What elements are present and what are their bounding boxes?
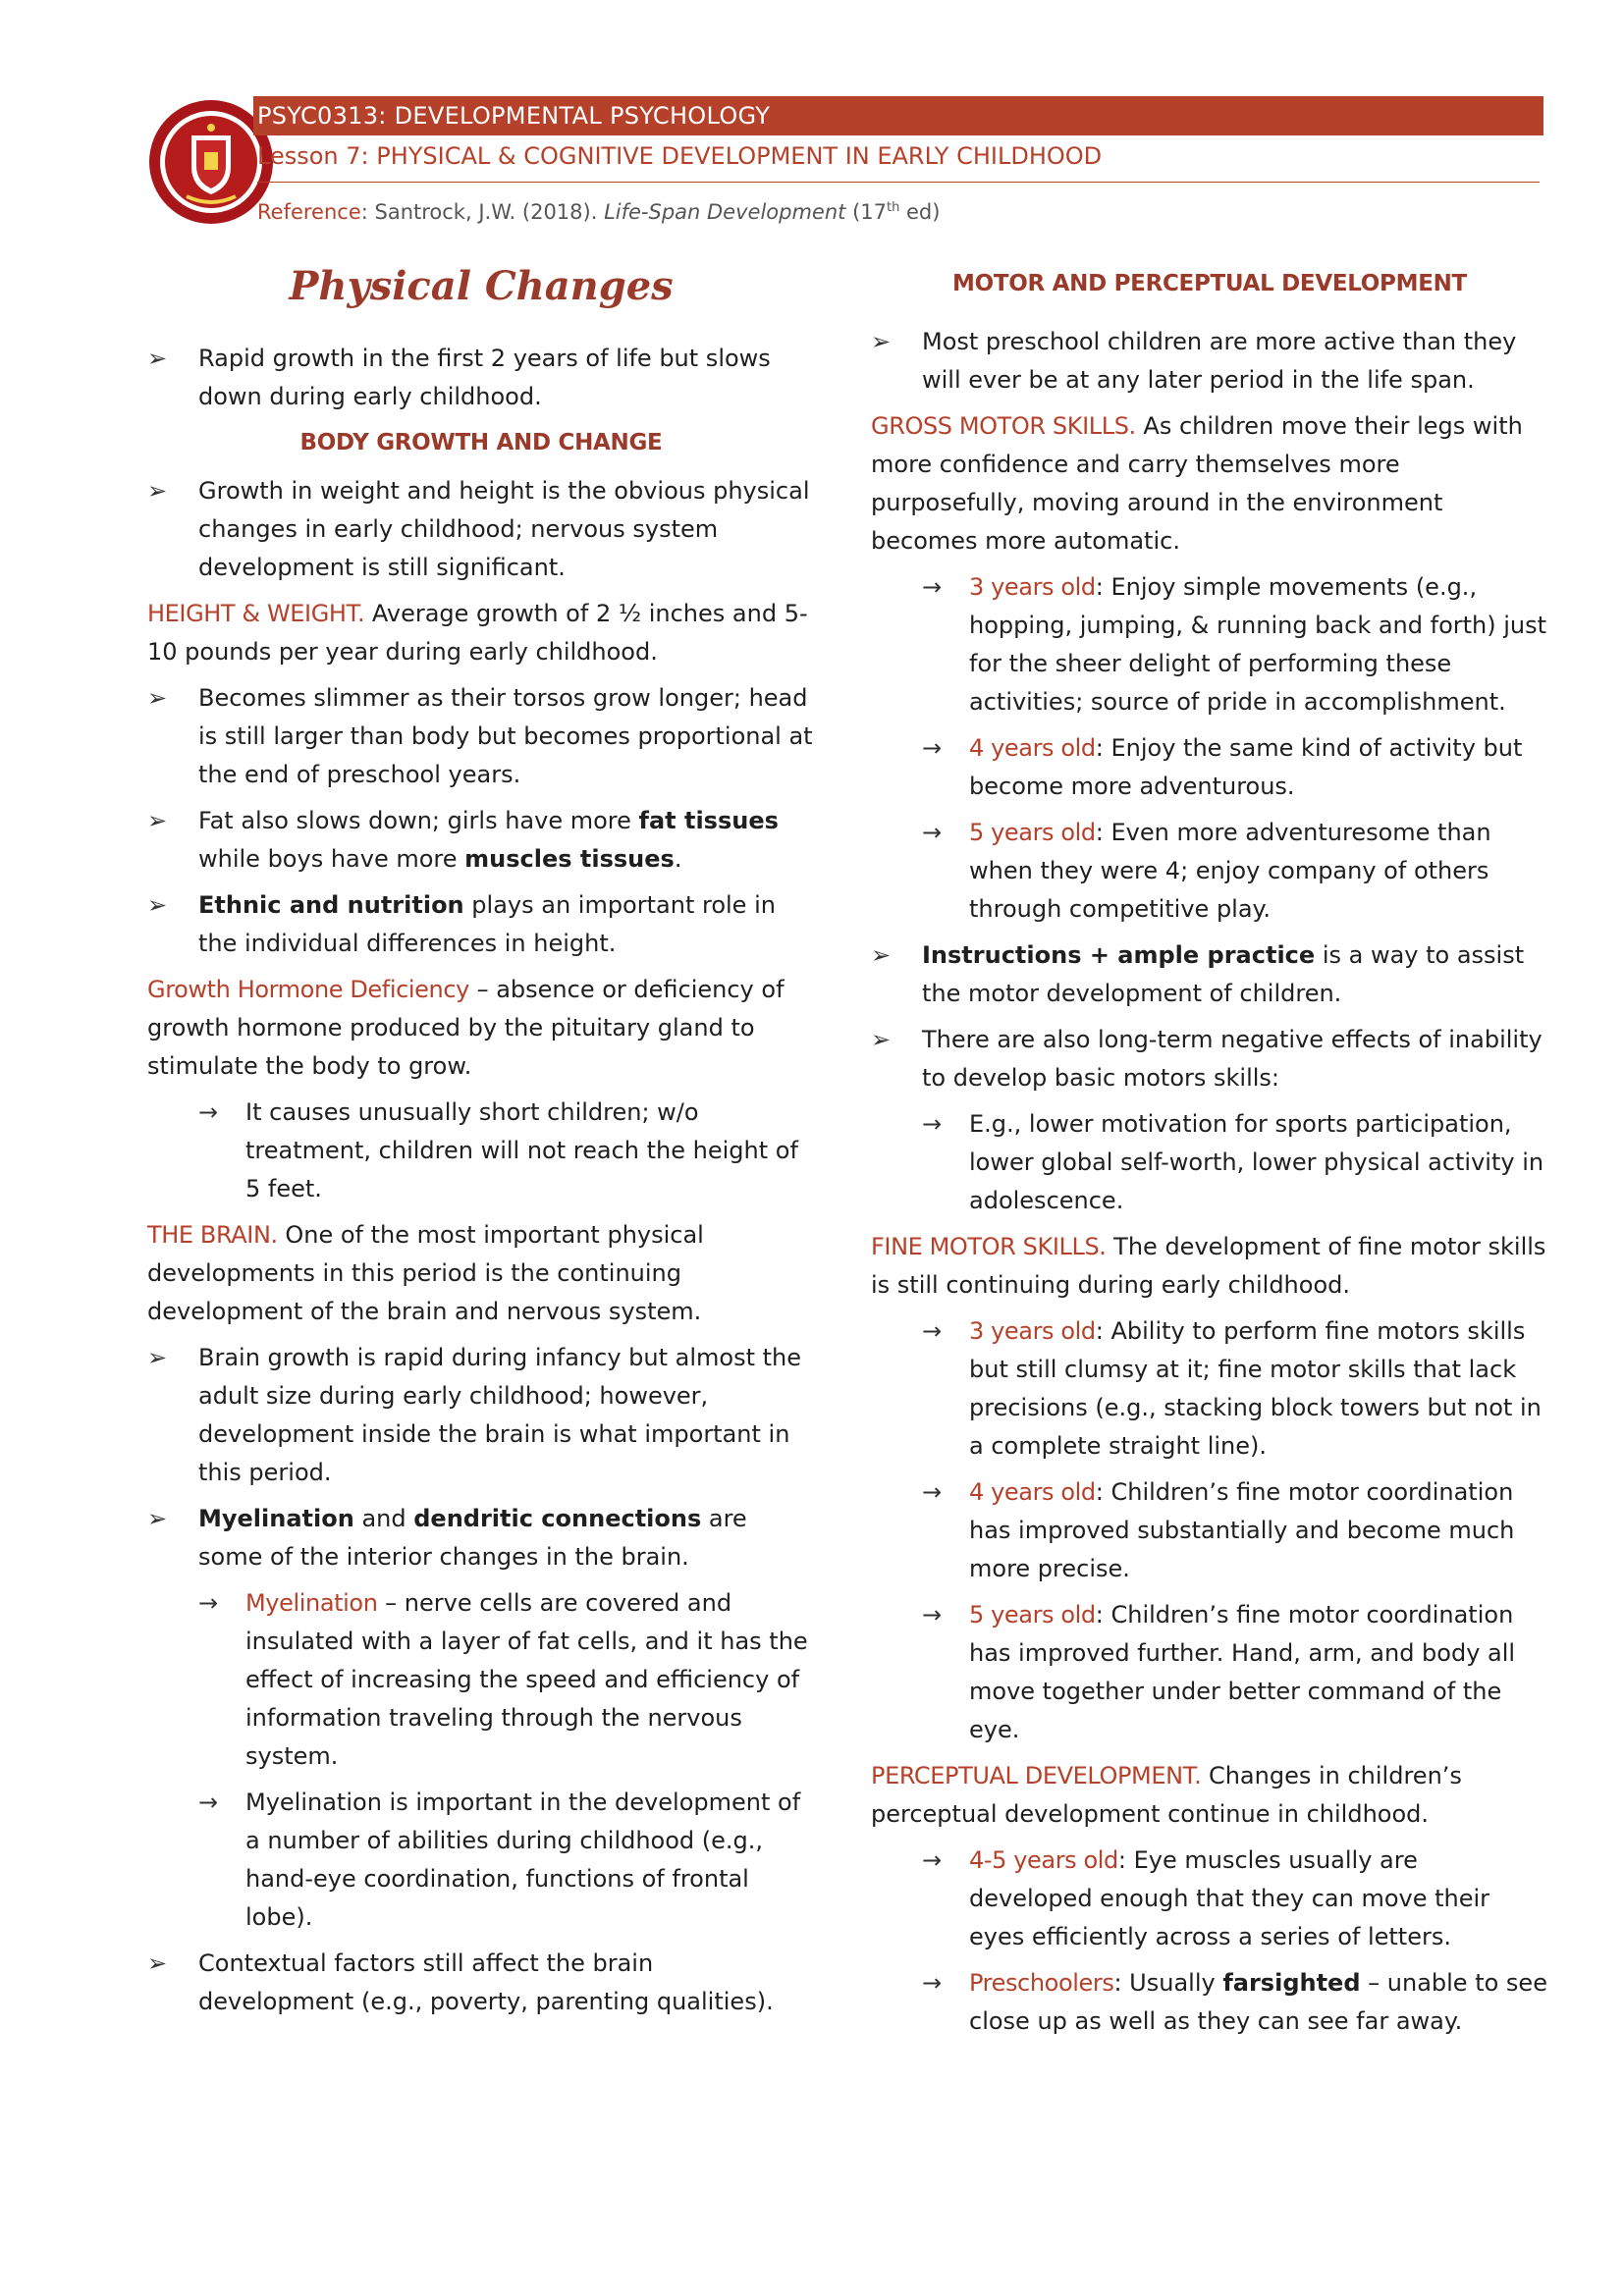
right-arrow-icon: →	[198, 1589, 219, 1617]
reference-edition-sup: th	[886, 200, 900, 215]
bullet-arrowhead-icon: ➢	[871, 328, 892, 355]
bullet-arrowhead-icon: ➢	[871, 941, 892, 969]
reference-book-title: Life-Span Development	[604, 200, 846, 224]
bullet-item: ➢ Instructions + ample practice is a way to assist the motor development of children.	[871, 936, 1548, 1013]
right-arrow-icon: →	[922, 819, 943, 846]
right-arrow-icon: →	[922, 1317, 943, 1345]
section-title-motor-perceptual: MOTOR AND PERCEPTUAL DEVELOPMENT	[952, 271, 1467, 296]
perceptual-paragraph: PERCEPTUAL DEVELOPMENT. Changes in children’s perceptual development continue in childhood.	[871, 1762, 1462, 1828]
bullet-arrowhead-icon: ➢	[147, 1949, 168, 1977]
right-arrow-icon: →	[922, 1846, 943, 1874]
left-column	[147, 255, 815, 2029]
right-arrow-icon: →	[922, 1478, 943, 1506]
bullet-item: ➢ Most preschool children are more active than they will ever be at any later period in the life span.	[871, 323, 1548, 400]
sub-bullet-item: → 3 years old: Enjoy simple movements (e.g., hopping, jumping, & running back and forth) just for the sheer delight of performing these activities; source of pride in accomplishment.	[871, 568, 1548, 721]
fine-motor-paragraph: FINE MOTOR SKILLS. The development of fine motor skills is still continuing during early childhood.	[871, 1233, 1546, 1299]
physical-changes-title: Physical Changes	[289, 263, 674, 309]
bullet-item: ➢ Myelination and dendritic connections are some of the interior changes in the brain.	[147, 1500, 815, 1576]
bullet-arrowhead-icon: ➢	[147, 807, 168, 834]
right-arrow-icon: →	[922, 734, 943, 762]
reference-text: : Santrock, J.W. (2018).	[360, 200, 605, 224]
bullet-item: ➢ Rapid growth in the first 2 years of life but slows down during early childhood.	[147, 340, 815, 416]
sub-bullet-item: → 4-5 years old: Eye muscles usually are developed enough that they can move their eyes efficiently across a series of letters.	[871, 1842, 1548, 1956]
sub-bullet-item: → Preschoolers: Usually farsighted – unable to see close up as well as they can see far away.	[871, 1964, 1548, 2041]
bullet-item: ➢ Growth in weight and height is the obvious physical changes in early childhood; nervous system development is still significant.	[147, 472, 815, 587]
sub-bullet-item: → Myelination – nerve cells are covered and insulated with a layer of fat cells, and it has the effect of increasing the speed and efficiency of information traveling through the nervous system.	[147, 1584, 815, 1776]
gross-motor-paragraph: GROSS MOTOR SKILLS. As children move their legs with more confidence and carry themselves more purposefully, moving around in the environment becomes more automatic.	[871, 412, 1523, 555]
bullet-arrowhead-icon: ➢	[147, 684, 168, 712]
right-arrow-icon: →	[922, 1110, 943, 1138]
sub-bullet-item: → 3 years old: Ability to perform fine motors skills but still clumsy at it; fine motor skills that lack precisions (e.g., stacking block towers but not in a complete straight line).	[871, 1312, 1548, 1466]
sub-bullet-item: → 5 years old: Children’s fine motor coordination has improved further. Hand, arm, and body all move together under better command of the eye.	[871, 1596, 1548, 1749]
reference-edition: (17	[845, 200, 887, 224]
bullet-item: ➢ Brain growth is rapid during infancy but almost the adult size during early childhood; however, development inside the brain is what important in this period.	[147, 1339, 815, 1492]
right-arrow-icon: →	[922, 1601, 943, 1629]
bullet-item: ➢ There are also long-term negative effects of inability to develop basic motors skills:	[871, 1021, 1548, 1097]
brain-paragraph: THE BRAIN. One of the most important physical developments in this period is the continuing development of the brain and nervous system.	[147, 1221, 704, 1325]
section-title-body-growth: BODY GROWTH AND CHANGE	[299, 430, 663, 455]
lesson-title: Lesson 7: PHYSICAL & COGNITIVE DEVELOPMENT IN EARLY CHILDHOOD	[257, 142, 1540, 183]
bullet-arrowhead-icon: ➢	[871, 1026, 892, 1053]
right-column	[871, 255, 1548, 2049]
right-arrow-icon: →	[198, 1789, 219, 1816]
growth-hormone-paragraph: Growth Hormone Deficiency – absence or deficiency of growth hormone produced by the pituitary gland to stimulate the body to grow.	[147, 976, 785, 1080]
reference-line	[257, 200, 940, 224]
bullet-arrowhead-icon: ➢	[147, 477, 168, 505]
sub-bullet-item: → Myelination is important in the development of a number of abilities during childhood (e.g., hand-eye coordination, functions of frontal lobe).	[147, 1784, 815, 1937]
right-arrow-icon: →	[922, 1969, 943, 1997]
bullet-arrowhead-icon: ➢	[147, 891, 168, 919]
bullet-item: ➢ Contextual factors still affect the brain development (e.g., poverty, parenting qualities).	[147, 1945, 815, 2021]
sub-bullet-item: → E.g., lower motivation for sports participation, lower global self-worth, lower physical activity in adolescence.	[871, 1105, 1548, 1220]
bullet-item: ➢ Becomes slimmer as their torsos grow longer; head is still larger than body but becomes proportional at the end of preschool years.	[147, 679, 815, 794]
reference-edition-end: ed)	[899, 200, 941, 224]
right-arrow-icon: →	[198, 1098, 219, 1126]
reference-label: Reference	[257, 200, 361, 224]
bullet-item: ➢ Ethnic and nutrition plays an important role in the individual differences in height.	[147, 886, 815, 963]
sub-bullet-item: → 5 years old: Even more adventuresome than when they were 4; enjoy company of others through competitive play.	[871, 814, 1548, 929]
bullet-arrowhead-icon: ➢	[147, 1505, 168, 1532]
sub-bullet-item: → It causes unusually short children; w/o treatment, children will not reach the height of 5 feet.	[147, 1094, 815, 1208]
right-arrow-icon: →	[922, 573, 943, 601]
bullet-arrowhead-icon: ➢	[147, 345, 168, 372]
bullet-item: ➢ Fat also slows down; girls have more fat tissues while boys have more muscles tissues.	[147, 802, 815, 879]
course-title-bar: PSYC0313: DEVELOPMENTAL PSYCHOLOGY	[253, 96, 1543, 135]
sub-bullet-item: → 4 years old: Children’s fine motor coordination has improved substantially and become much more precise.	[871, 1473, 1548, 1588]
bullet-arrowhead-icon: ➢	[147, 1344, 168, 1371]
height-weight-paragraph: HEIGHT & WEIGHT. Average growth of 2 ½ inches and 5-10 pounds per year during early childhood.	[147, 600, 808, 666]
sub-bullet-item: → 4 years old: Enjoy the same kind of activity but become more adventurous.	[871, 729, 1548, 806]
